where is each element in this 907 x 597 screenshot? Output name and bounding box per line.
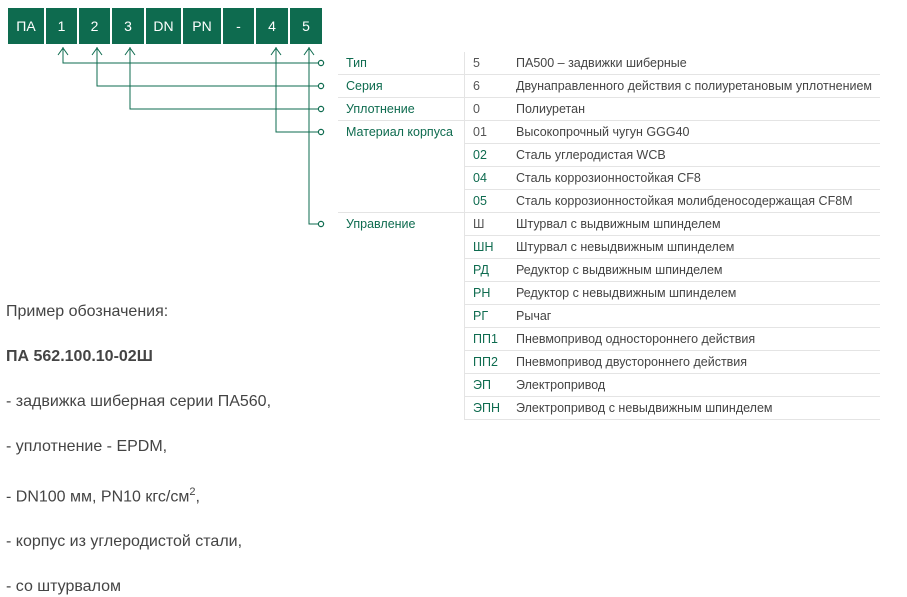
code-box-dash: - — [223, 8, 254, 44]
example-line-size-suffix: , — [195, 488, 200, 506]
option-code: РД — [465, 259, 509, 282]
example-line-body: - корпус из углеродистой стали, — [6, 533, 243, 551]
code-box-pa: ПА — [8, 8, 44, 44]
option-code: 05 — [465, 190, 509, 213]
category-label — [338, 236, 465, 259]
option-code: РН — [465, 282, 509, 305]
example-line-size-superscript: 2 — [189, 486, 196, 498]
category-label: Серия — [338, 75, 465, 98]
category-label: Тип — [338, 52, 465, 75]
table-row — [338, 213, 880, 236]
option-description: ПА500 – задвижки шиберные — [508, 52, 880, 75]
table-row — [338, 167, 880, 190]
option-description: Полиуретан — [508, 98, 880, 121]
option-code: ПП2 — [465, 351, 509, 374]
option-description: Сталь углеродистая WCB — [508, 144, 880, 167]
table-row — [338, 52, 880, 75]
option-description: Высокопрочный чугун GGG40 — [508, 121, 880, 144]
category-label — [338, 282, 465, 305]
code-box-3: 3 — [112, 8, 144, 44]
option-code: 01 — [465, 121, 509, 144]
example-designation: ПА 562.100.10-02Ш — [6, 348, 153, 365]
connector-end-dot — [318, 60, 323, 65]
option-code: ПП1 — [465, 328, 509, 351]
category-label — [338, 328, 465, 351]
example-heading: Пример обозначения: — [6, 303, 169, 320]
connector-body-material — [276, 47, 318, 132]
category-label: Уплотнение — [338, 98, 465, 121]
category-label: Управление — [346, 217, 416, 232]
category-label — [338, 259, 465, 282]
option-description: Пневмопривод одностороннего действия — [508, 328, 880, 351]
option-description: Сталь коррозионностойкая CF8 — [508, 167, 880, 190]
option-code: 6 — [465, 75, 509, 98]
example-line-seal: - уплотнение - EPDM, — [6, 438, 168, 455]
category-label — [338, 305, 465, 328]
option-code: ЭП — [465, 374, 509, 397]
option-code: ЭПН — [465, 397, 509, 420]
code-box-dn: DN — [146, 8, 181, 44]
category-label — [338, 167, 465, 190]
table-row — [338, 282, 880, 305]
category-label — [338, 397, 465, 420]
table-row — [338, 397, 880, 420]
option-code: 04 — [465, 167, 509, 190]
option-description: Штурвал с выдвижным шпинделем — [508, 213, 880, 236]
option-code: ШН — [465, 236, 509, 259]
table-row — [338, 121, 880, 144]
code-box-5: 5 — [290, 8, 322, 44]
table-row — [338, 236, 880, 259]
option-description: Электропривод с невыдвижным шпинделем — [508, 397, 880, 420]
category-label — [338, 351, 465, 374]
option-description: Редуктор с невыдвижным шпинделем — [508, 282, 880, 305]
code-box-1: 1 — [46, 8, 77, 44]
option-code: 5 — [465, 52, 509, 75]
option-description: Штурвал с невыдвижным шпинделем — [508, 236, 880, 259]
table-row — [338, 98, 880, 121]
option-code: 0 — [465, 98, 509, 121]
connector-tip — [63, 47, 318, 63]
code-box-4: 4 — [256, 8, 288, 44]
option-description: Сталь коррозионностойкая молибденосодержащая CF8M — [508, 190, 880, 213]
connector-end-dot — [318, 129, 323, 134]
code-box-pn: PN — [183, 8, 221, 44]
table-row — [338, 190, 880, 213]
category-label: Материал корпуса — [346, 125, 454, 140]
table-row — [338, 328, 880, 351]
table-row — [338, 305, 880, 328]
connector-control — [309, 47, 318, 224]
table-row — [338, 351, 880, 374]
designation-example — [6, 302, 271, 597]
connector-seal — [130, 47, 318, 109]
table-row — [338, 144, 880, 167]
table-row — [338, 75, 880, 98]
option-description: Двунаправленного действия с полиуретановым уплотнением — [508, 75, 880, 98]
example-line-size-text: - DN100 мм, PN10 кгс/см — [6, 488, 190, 506]
option-code: РГ — [465, 305, 509, 328]
table-row — [338, 374, 880, 397]
option-code: 02 — [465, 144, 509, 167]
option-description: Рычаг — [508, 305, 880, 328]
category-label — [338, 190, 465, 213]
designation-legend-table — [338, 52, 880, 420]
code-box-2: 2 — [79, 8, 110, 44]
option-description: Редуктор с выдвижным шпинделем — [508, 259, 880, 282]
option-description: Пневмопривод двустороннего действия — [508, 351, 880, 374]
option-description: Электропривод — [508, 374, 880, 397]
example-line-control: - со штурвалом — [6, 578, 121, 596]
connector-end-dot — [318, 106, 323, 111]
connector-end-dot — [318, 221, 323, 226]
option-code: Ш — [465, 213, 509, 236]
category-label — [338, 374, 465, 397]
category-label — [338, 144, 465, 167]
example-line-size — [6, 482, 271, 507]
table-row — [338, 259, 880, 282]
example-line-type: - задвижка шиберная серии ПА560, — [6, 393, 272, 410]
connector-end-dot — [318, 83, 323, 88]
